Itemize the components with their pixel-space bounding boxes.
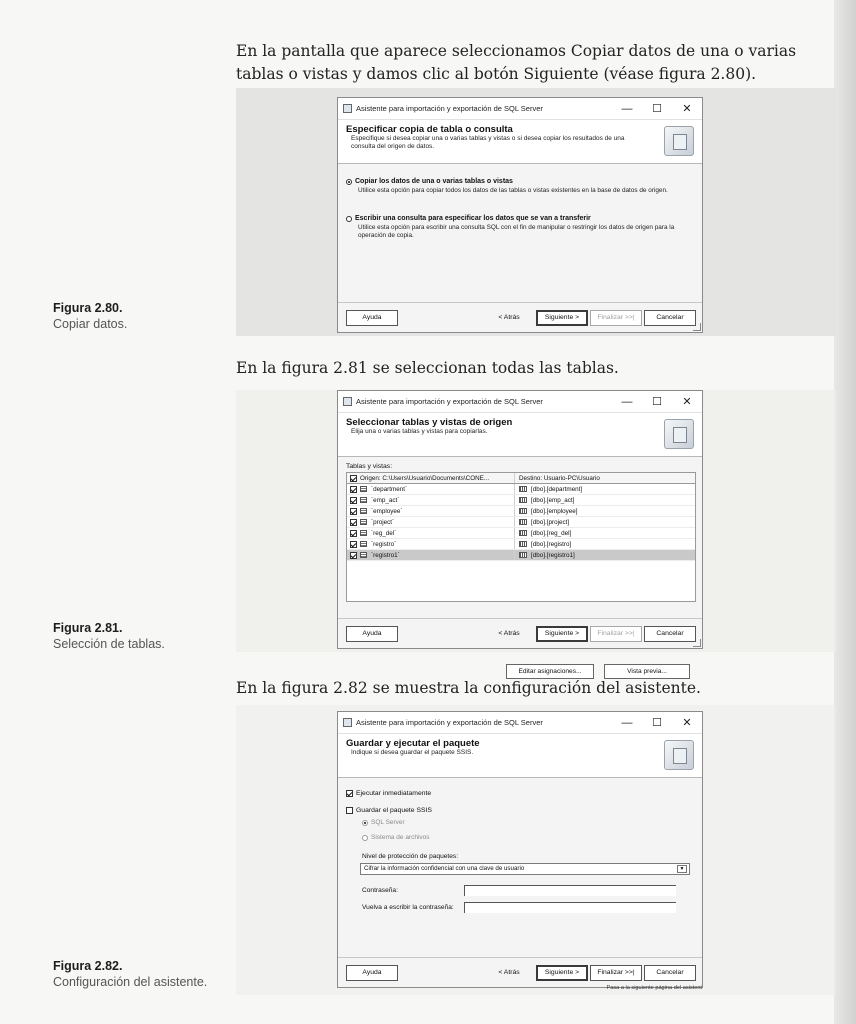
figure-caption-2-81	[53, 620, 165, 652]
finish-button[interactable]: Finalizar >>|	[590, 965, 642, 981]
destination-table-icon	[519, 541, 527, 547]
wizard-window-save-run	[337, 711, 703, 991]
destination-table-icon	[519, 497, 527, 503]
run-now-checkbox[interactable]	[346, 790, 353, 797]
title-bar	[338, 712, 702, 734]
table-icon	[360, 486, 367, 492]
row-checkbox[interactable]	[350, 508, 357, 515]
row-checkbox[interactable]	[350, 530, 357, 537]
help-button[interactable]: Ayuda	[346, 626, 398, 642]
caption-number: Figura 2.81.	[53, 621, 123, 635]
destination-table-name[interactable]: [dbo].[emp_act]	[531, 496, 575, 504]
sql-server-option[interactable]	[346, 819, 694, 826]
option-copy-tables[interactable]	[346, 178, 694, 185]
caption-number: Figura 2.80.	[53, 301, 123, 315]
back-button[interactable]: < Atrás	[498, 630, 520, 637]
option-write-query[interactable]	[346, 215, 694, 222]
cancel-button[interactable]: Cancelar	[644, 965, 696, 981]
wizard-window-select-tables	[337, 390, 703, 675]
wizard-footer	[338, 618, 702, 648]
wizard-footer	[338, 302, 702, 332]
wizard-step-title: Seleccionar tablas y vistas de origen	[346, 417, 513, 428]
option-label: Escribir una consulta para especificar los datos que se van a transferir	[355, 215, 591, 222]
row-checkbox[interactable]	[350, 552, 357, 559]
maximize-icon[interactable]: ☐	[652, 396, 662, 408]
option-description: Utilice esta opción para escribir una consulta SQL con el fin de manipular o restringir los datos de origen para la operación de copia.	[358, 224, 675, 239]
table-row[interactable]	[347, 484, 695, 495]
table-icon	[360, 497, 367, 503]
wizard-step-title: Especificar copia de tabla o consulta	[346, 124, 513, 135]
preview-button[interactable]: Vista previa...	[604, 664, 690, 679]
title-bar	[338, 391, 702, 413]
password-label: Contraseña:	[362, 887, 398, 894]
table-icon	[360, 508, 367, 514]
wizard-icon	[664, 126, 694, 156]
app-icon	[343, 718, 352, 727]
destination-table-name[interactable]: [dbo].[reg_del]	[531, 529, 572, 537]
table-icon	[360, 541, 367, 547]
protection-level-select[interactable]	[360, 863, 690, 875]
destination-table-icon	[519, 552, 527, 558]
row-checkbox[interactable]	[350, 541, 357, 548]
sql-server-label: SQL Server	[371, 819, 405, 826]
radio-selected-icon[interactable]	[346, 179, 352, 185]
destination-table-name[interactable]: [dbo].[department]	[531, 485, 583, 493]
paragraph-wizard-config: En la figura 2.82 se muestra la configuración del asistente.	[236, 679, 701, 697]
table-icon	[360, 530, 367, 536]
row-checkbox[interactable]	[350, 519, 357, 526]
wizard-icon	[664, 419, 694, 449]
wizard-step-subtitle: Elija una o varias tablas y vistas para copiarlas.	[351, 428, 488, 435]
table-row[interactable]	[347, 495, 695, 506]
wizard-body	[338, 778, 702, 921]
minimize-icon[interactable]: —	[621, 395, 633, 408]
wizard-header	[338, 413, 702, 457]
wizard-footer	[338, 957, 702, 991]
close-icon[interactable]: ✕	[682, 396, 692, 408]
minimize-icon[interactable]: —	[621, 716, 633, 729]
caption-text: Copiar datos.	[53, 317, 128, 331]
destination-table-icon	[519, 486, 527, 492]
table-row-selected[interactable]	[347, 550, 695, 561]
resize-grip-icon[interactable]	[693, 323, 701, 331]
figure-caption-2-80	[53, 300, 127, 332]
destination-table-name[interactable]: [dbo].[project]	[531, 518, 570, 526]
destination-table-name[interactable]: [dbo].[employee]	[531, 507, 578, 515]
table-row[interactable]	[347, 506, 695, 517]
minimize-icon[interactable]: —	[621, 102, 633, 115]
close-icon[interactable]: ✕	[682, 717, 692, 729]
back-button[interactable]: < Atrás	[498, 314, 520, 321]
title-bar	[338, 98, 702, 120]
wizard-header	[338, 734, 702, 778]
run-now-label: Ejecutar inmediatamente	[356, 790, 432, 797]
resize-grip-icon[interactable]	[693, 639, 701, 647]
paragraph-copy-data: En la pantalla que aparece seleccionamos Copiar datos de una o varias tablas o vistas y damos clic al botón Siguiente (véase figura 2.80).	[236, 42, 797, 83]
radio-selected-icon[interactable]	[362, 820, 368, 826]
wizard-step-title: Guardar y ejecutar el paquete	[346, 738, 480, 749]
edit-mappings-button[interactable]: Editar asignaciones...	[506, 664, 594, 679]
source-table-name: `employee`	[371, 507, 403, 515]
caption-number: Figura 2.82.	[53, 959, 123, 973]
source-table-name: `project`	[371, 518, 395, 526]
destination-table-icon	[519, 519, 527, 525]
protection-level-label: Nivel de protección de paquetes:	[362, 853, 459, 860]
caption-text: Configuración del asistente.	[53, 975, 208, 989]
option-description: Utilice esta opción para copiar todos los datos de las tablas o vistas existentes en la base de datos de origen.	[358, 187, 668, 194]
help-button[interactable]: Ayuda	[346, 965, 398, 981]
cancel-button[interactable]: Cancelar	[644, 310, 696, 326]
wizard-icon	[664, 740, 694, 770]
radio-icon[interactable]	[346, 216, 352, 222]
retype-password-input[interactable]	[464, 902, 676, 913]
help-button[interactable]: Ayuda	[346, 310, 398, 326]
source-table-name: `registro1`	[371, 551, 400, 559]
finish-button[interactable]: Finalizar >>|	[590, 310, 642, 326]
table-header-row	[347, 473, 695, 484]
file-system-label: Sistema de archivos	[371, 834, 430, 841]
destination-table-icon	[519, 530, 527, 536]
row-checkbox[interactable]	[350, 497, 357, 504]
tables-list-label: Tablas y vistas:	[346, 463, 393, 470]
table-row[interactable]	[347, 517, 695, 528]
row-checkbox[interactable]	[350, 486, 357, 493]
tooltip-text: Pasa a la siguiente página del asistent	[606, 985, 702, 991]
save-ssis-option[interactable]	[346, 807, 694, 814]
table-row[interactable]	[347, 539, 695, 550]
figure-caption-2-82	[53, 958, 207, 990]
cancel-button[interactable]: Cancelar	[644, 626, 696, 642]
select-all-checkbox[interactable]	[350, 475, 357, 482]
file-system-option[interactable]	[346, 834, 694, 841]
app-icon	[343, 104, 352, 113]
maximize-icon[interactable]: ☐	[652, 717, 662, 729]
source-table-name: `emp_act`	[371, 496, 400, 504]
caption-text: Selección de tablas.	[53, 637, 165, 651]
tables-grid[interactable]	[346, 472, 696, 602]
back-button[interactable]: < Atrás	[498, 969, 520, 976]
destination-table-name[interactable]: [dbo].[registro1]	[531, 551, 575, 559]
source-table-name: `department`	[371, 485, 408, 493]
paragraph-select-tables: En la figura 2.81 se seleccionan todas las tablas.	[236, 359, 619, 377]
source-table-name: `registro`	[371, 540, 397, 548]
app-icon	[343, 397, 352, 406]
column-header-source[interactable]: Origen: C:\Users\Usuario\Documents\CONE...	[360, 474, 490, 482]
maximize-icon[interactable]: ☐	[652, 103, 662, 115]
radio-icon[interactable]	[362, 835, 368, 841]
window-title: Asistente para importación y exportación de SQL Server	[356, 397, 543, 406]
next-button[interactable]: Siguiente >	[536, 310, 588, 326]
column-header-destination[interactable]: Destino: Usuario-PC\Usuario	[519, 474, 600, 482]
finish-button[interactable]: Finalizar >>|	[590, 626, 642, 642]
table-row[interactable]	[347, 528, 695, 539]
source-table-name: `reg_del`	[371, 529, 397, 537]
wizard-window-copy-type	[337, 97, 703, 333]
table-icon	[360, 519, 367, 525]
table-icon	[360, 552, 367, 558]
retype-password-label: Vuelva a escribir la contraseña:	[362, 904, 454, 911]
destination-table-icon	[519, 508, 527, 514]
close-icon[interactable]: ✕	[682, 103, 692, 115]
window-title: Asistente para importación y exportación de SQL Server	[356, 718, 543, 727]
password-input[interactable]	[464, 885, 676, 896]
retype-password-row	[362, 902, 694, 913]
destination-table-name[interactable]: [dbo].[registro]	[531, 540, 572, 548]
save-ssis-label: Guardar el paquete SSIS	[356, 807, 432, 814]
page-edge-shadow	[834, 0, 856, 1024]
save-ssis-checkbox[interactable]	[346, 807, 353, 814]
option-label: Copiar los datos de una o varias tablas o vistas	[355, 178, 513, 185]
next-button[interactable]: Siguiente >	[536, 965, 588, 981]
window-title: Asistente para importación y exportación de SQL Server	[356, 104, 543, 113]
wizard-body	[338, 164, 702, 248]
wizard-step-subtitle: Especifique si desea copiar una o varias tablas y vistas o si desea copiar los resultados de una consulta del origen de datos.	[351, 135, 625, 150]
wizard-step-subtitle: Indique si desea guardar el paquete SSIS.	[351, 749, 474, 756]
next-button[interactable]: Siguiente >	[536, 626, 588, 642]
dropdown-arrow-icon[interactable]: ▼	[677, 865, 687, 873]
run-now-option[interactable]	[346, 790, 694, 797]
protection-level-value: Cifrar la información confidencial con una clave de usuario	[364, 865, 525, 872]
wizard-header	[338, 120, 702, 164]
password-row	[362, 885, 694, 896]
